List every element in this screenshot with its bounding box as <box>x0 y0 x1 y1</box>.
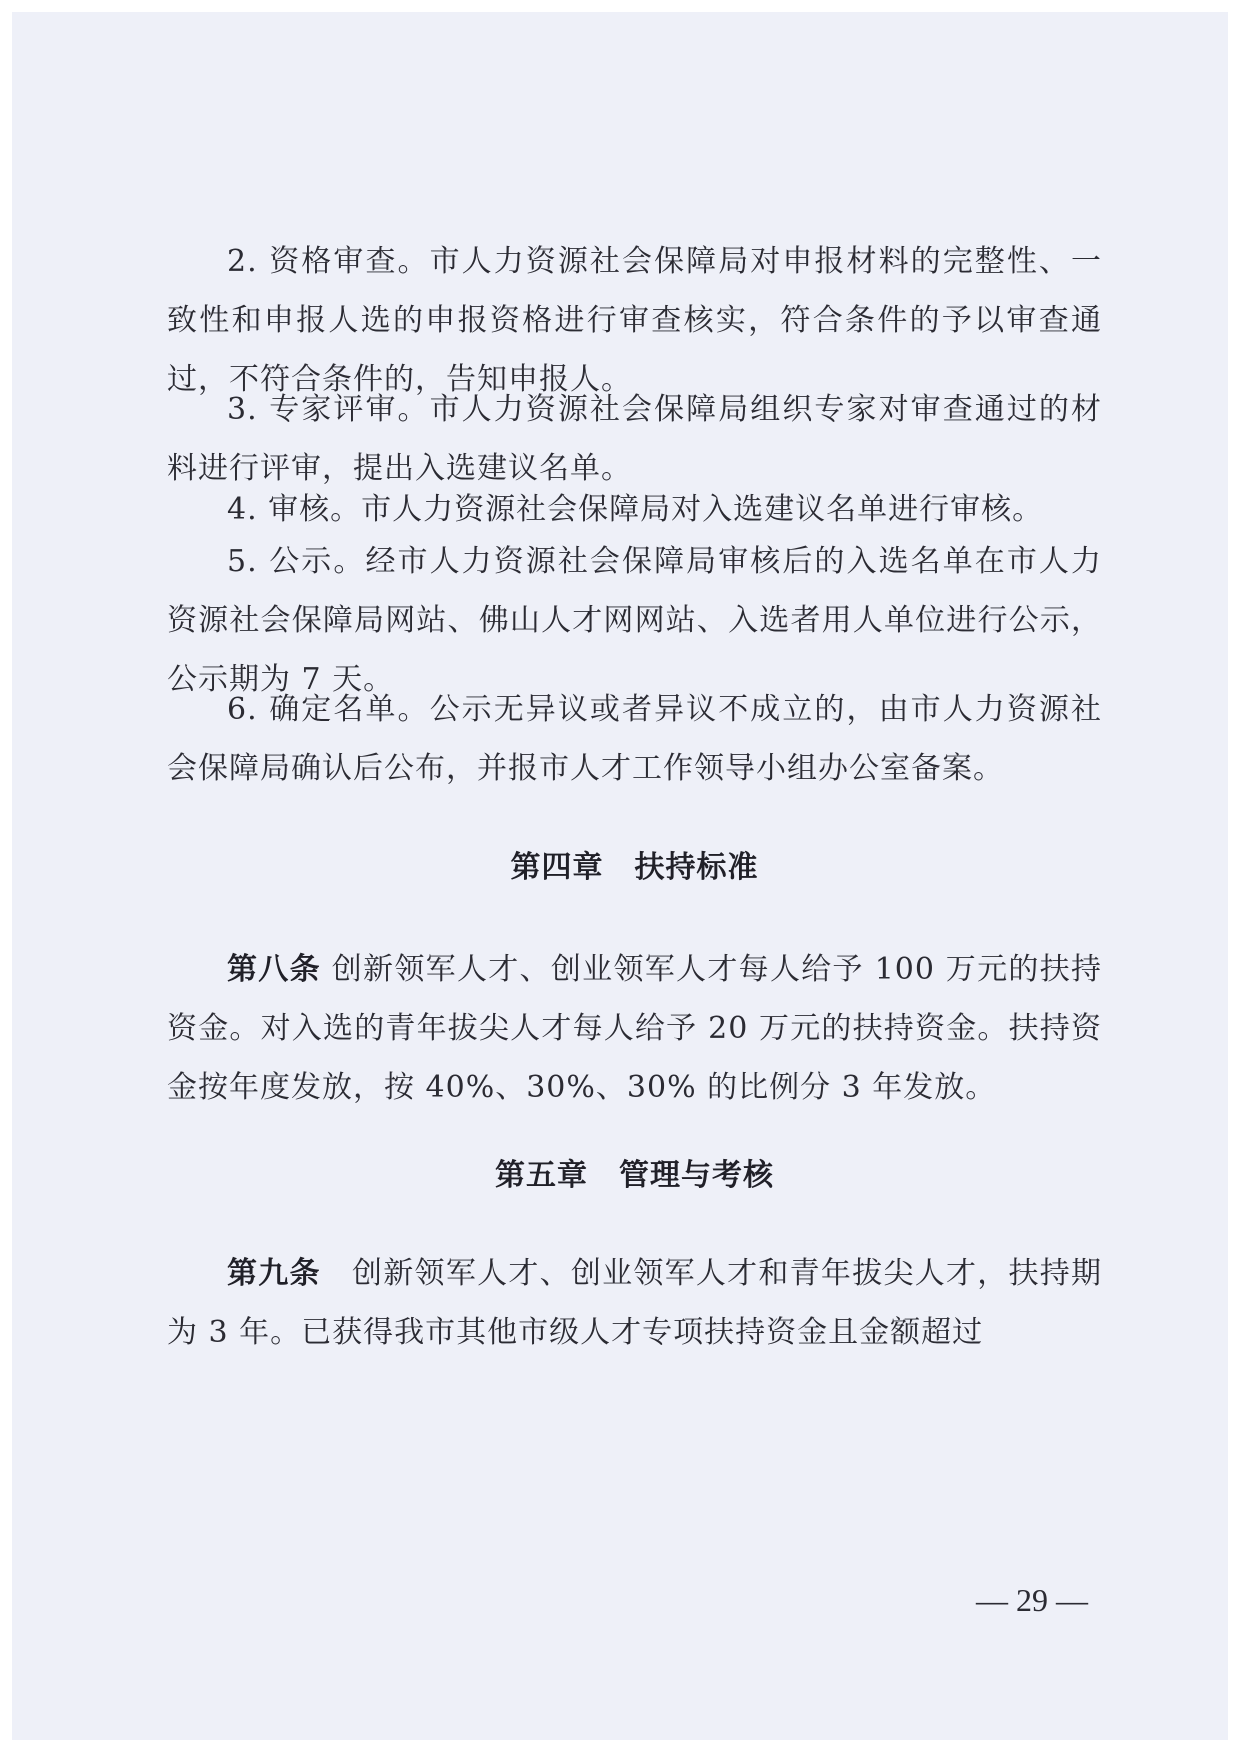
paragraph-audit: 4. 审核。市人力资源社会保障局对入选建议名单进行审核。 <box>227 492 1044 527</box>
article-nine <box>167 1244 1102 1362</box>
article-eight-label: 第八条 <box>227 952 321 987</box>
document-page <box>12 12 1228 1740</box>
article-nine-text: 创新领军人才、创业领军人才和青年拔尖人才，扶持期为 3 年。已获得我市其他市级人才专项扶持资金且金额超过 <box>167 1256 1103 1350</box>
article-eight-text: 创新领军人才、创业领军人才每人给予 100 万元的扶持资金。对入选的青年拔尖人才每人给予 20 万元的扶持资金。扶持资金按年度发放，按 40%、30%、30% 的比例分 3 年发放。 <box>167 952 1102 1105</box>
paragraph-publicity: 5. 公示。经市人力资源社会保障局审核后的入选名单在市人力资源社会保障局网站、佛山人才网网站、入选者用人单位进行公示，公示期为 7 天。 <box>167 544 1102 697</box>
article-nine-label: 第九条 <box>227 1256 321 1291</box>
page-number: — 29 — <box>976 1582 1088 1618</box>
chapter-four-title: 第四章 扶持标准 <box>510 850 759 885</box>
paragraph-expert-review: 3. 专家评审。市人力资源社会保障局组织专家对审查通过的材料进行评审，提出入选建议名单。 <box>167 392 1102 486</box>
chapter-five-title: 第五章 管理与考核 <box>495 1158 774 1193</box>
article-eight <box>167 940 1102 1117</box>
paragraph-qualification-review: 2. 资格审查。市人力资源社会保障局对申报材料的完整性、一致性和申报人选的申报资格进行审查核实，符合条件的予以审查通过，不符合条件的，告知申报人。 <box>167 244 1102 397</box>
paragraph-confirm-list: 6. 确定名单。公示无异议或者异议不成立的，由市人力资源社会保障局确认后公布，并报市人才工作领导小组办公室备案。 <box>167 692 1102 786</box>
